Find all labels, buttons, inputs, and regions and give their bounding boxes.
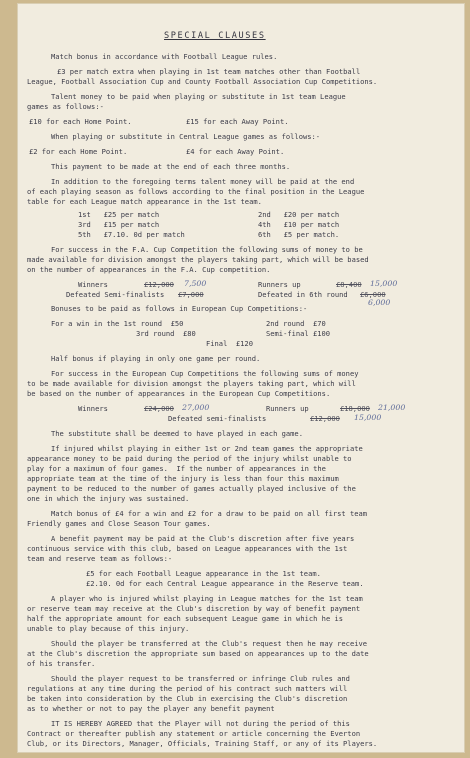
clause-line: be based on the number of appearances in the European Cup Competitions. <box>27 389 331 398</box>
european-bonus: For a win in the 1st round £50 <box>51 319 184 328</box>
european-prize-label: Winners <box>78 404 108 413</box>
clause-line: League, Football Association Cup and County Football Association Cup Competitions. <box>27 77 378 86</box>
clause-line: one in which the injury was sustained. <box>27 494 190 503</box>
struck-amount: £12,000 <box>144 280 174 289</box>
clause-line: Contract or thereafter publish any statement or article concerning the Everton <box>27 729 361 738</box>
page-title: SPECIAL CLAUSES <box>164 31 266 41</box>
struck-amount: £7,000 <box>178 290 204 299</box>
clause-line: £15 for each Away Point. <box>186 117 289 126</box>
clause-line: Match bonus of £4 for a win and £2 for a draw to be paid on all first team <box>51 509 368 518</box>
european-bonus: Semi-final £100 <box>266 329 331 338</box>
clause-line: table for each League match appearance in the 1st team. <box>27 197 262 206</box>
position-rate: 1st £25 per match <box>78 210 160 219</box>
clause-line: A player who is injured whilst playing in League matches for the 1st team <box>51 594 363 603</box>
european-bonus: 3rd round £80 <box>136 329 196 338</box>
handwritten-amount: 15,000 <box>354 413 382 422</box>
clause-line: to be made available for division amongst the players taking part, which will <box>27 379 356 388</box>
european-bonus: 2nd round £70 <box>266 319 326 328</box>
clause-line: continuous service with this club, based on League appearances with the 1st <box>27 544 348 553</box>
fa-cup-label: Defeated Semi-finalists <box>66 290 165 299</box>
clause-line: payment to be reduced to the number of games actually played inclusive of the <box>27 484 356 493</box>
clause-line: A benefit payment may be paid at the Club's discretion after five years <box>51 534 355 543</box>
clause-line: £3 per match extra when playing in 1st team matches other than Football <box>57 67 361 76</box>
position-rate: 3rd £15 per match <box>78 220 160 229</box>
clause-line: on the number of appearances in the F.A. Cup competition. <box>27 265 271 274</box>
clause-line: unable to play because of this injury. <box>27 624 190 633</box>
clause-line: Match bonus in accordance with Football League rules. <box>51 52 278 61</box>
struck-amount: £6,000 <box>360 290 386 299</box>
european-bonus: Final £120 <box>206 339 253 348</box>
clause-line: Should the player be transferred at the Club's request then he may receive <box>51 639 368 648</box>
fa-cup-label: Defeated in 6th round <box>258 290 348 299</box>
clause-line: of his transfer. <box>27 659 96 668</box>
position-rate: 4th £10 per match <box>258 220 340 229</box>
clause-line: Club, or its Directors, Manager, Officials, Training Staff, or any of its Players. <box>27 739 378 748</box>
clause-line: games as follows:- <box>27 102 104 111</box>
clause-line: regulations at any time during the period of his contract such matters will <box>27 684 348 693</box>
clause-line: £2.10. 0d for each Central League appearance in the Reserve team. <box>86 579 364 588</box>
position-rate: 6th £5 per match. <box>258 230 340 239</box>
clause-line: £5 for each Football League appearance in the 1st team. <box>86 569 321 578</box>
handwritten-amount: 7,500 <box>184 279 207 288</box>
clause-line: of each playing season as follows according to the final position in the League <box>27 187 365 196</box>
fa-cup-label: Runners up <box>258 280 301 289</box>
struck-amount: £12,000 <box>310 414 340 423</box>
clause-line: at the Club's discretion the appropriate sum based on appearances up to the date <box>27 649 369 658</box>
clause-line: Friendly games and Close Season Tour games. <box>27 519 211 528</box>
handwritten-amount: 21,000 <box>378 403 406 412</box>
clause-line: Bonuses to be paid as follows in European Cup Competitions:- <box>51 304 308 313</box>
clause-line: If injured whilst playing in either 1st or 2nd team games the appropriate <box>51 444 363 453</box>
clause-line: This payment to be made at the end of each three months. <box>51 162 291 171</box>
clause-line: play for a maximum of four games. If the number of appearances in the <box>27 464 326 473</box>
position-rate: 5th £7.10. 0d per match <box>78 230 185 239</box>
handwritten-amount: 27,000 <box>182 403 210 412</box>
european-prize-label: Runners up <box>266 404 309 413</box>
special-clauses-text <box>18 4 464 752</box>
clause-line: Half bonus if playing in only one game per round. <box>51 354 261 363</box>
handwritten-amount: 15,000 <box>370 279 398 288</box>
clause-line: For success in the European Cup Competitions the following sums of money <box>51 369 359 378</box>
clause-line: £10 for each Home Point. <box>29 117 132 126</box>
european-prize-label: Defeated semi-finalists <box>168 414 267 423</box>
clause-line: Talent money to be paid when playing or substitute in 1st team League <box>51 92 346 101</box>
fa-cup-label: Winners <box>78 280 108 289</box>
clause-line: half the appropriate amount for each subsequent League game in which he is <box>27 614 344 623</box>
clause-line: appearance money to be paid during the period of the injury whilst unable to <box>27 454 352 463</box>
clause-line: IT IS HEREBY AGREED that the Player will not during the period of this <box>51 719 350 728</box>
clause-line: team and reserve team as follows:- <box>27 554 173 563</box>
clause-line: £2 for each Home Point. <box>29 147 128 156</box>
clause-line: or reserve team may receive at the Club's discretion by way of benefit payment <box>27 604 361 613</box>
clause-line: For success in the F.A. Cup Competition the following sums of money to be <box>51 245 363 254</box>
clause-line: be taken into consideration by the Club in exercising the Club's discretion <box>27 694 348 703</box>
handwritten-amount: 6,000 <box>368 298 391 307</box>
clause-line: £4 for each Away Point. <box>186 147 285 156</box>
position-rate: 2nd £20 per match <box>258 210 340 219</box>
clause-line: appropriate team at the time of the injury is less than four this maximum <box>27 474 339 483</box>
clause-line: In addition to the foregoing terms talent money will be paid at the end <box>51 177 355 186</box>
struck-amount: £18,000 <box>340 404 370 413</box>
clause-line: made available for division amongst the players taking part, which will be based <box>27 255 369 264</box>
clause-line: as to whether or not to pay the player any benefit payment <box>27 704 275 713</box>
struck-amount: £8,400 <box>336 280 362 289</box>
document-page <box>18 4 464 752</box>
clause-line: The substitute shall be deemed to have played in each game. <box>51 429 303 438</box>
clause-line: Should the player request to be transferred or infringe Club rules and <box>51 674 350 683</box>
clause-line: When playing or substitute in Central League games as follows:- <box>51 132 321 141</box>
struck-amount: £24,000 <box>144 404 174 413</box>
